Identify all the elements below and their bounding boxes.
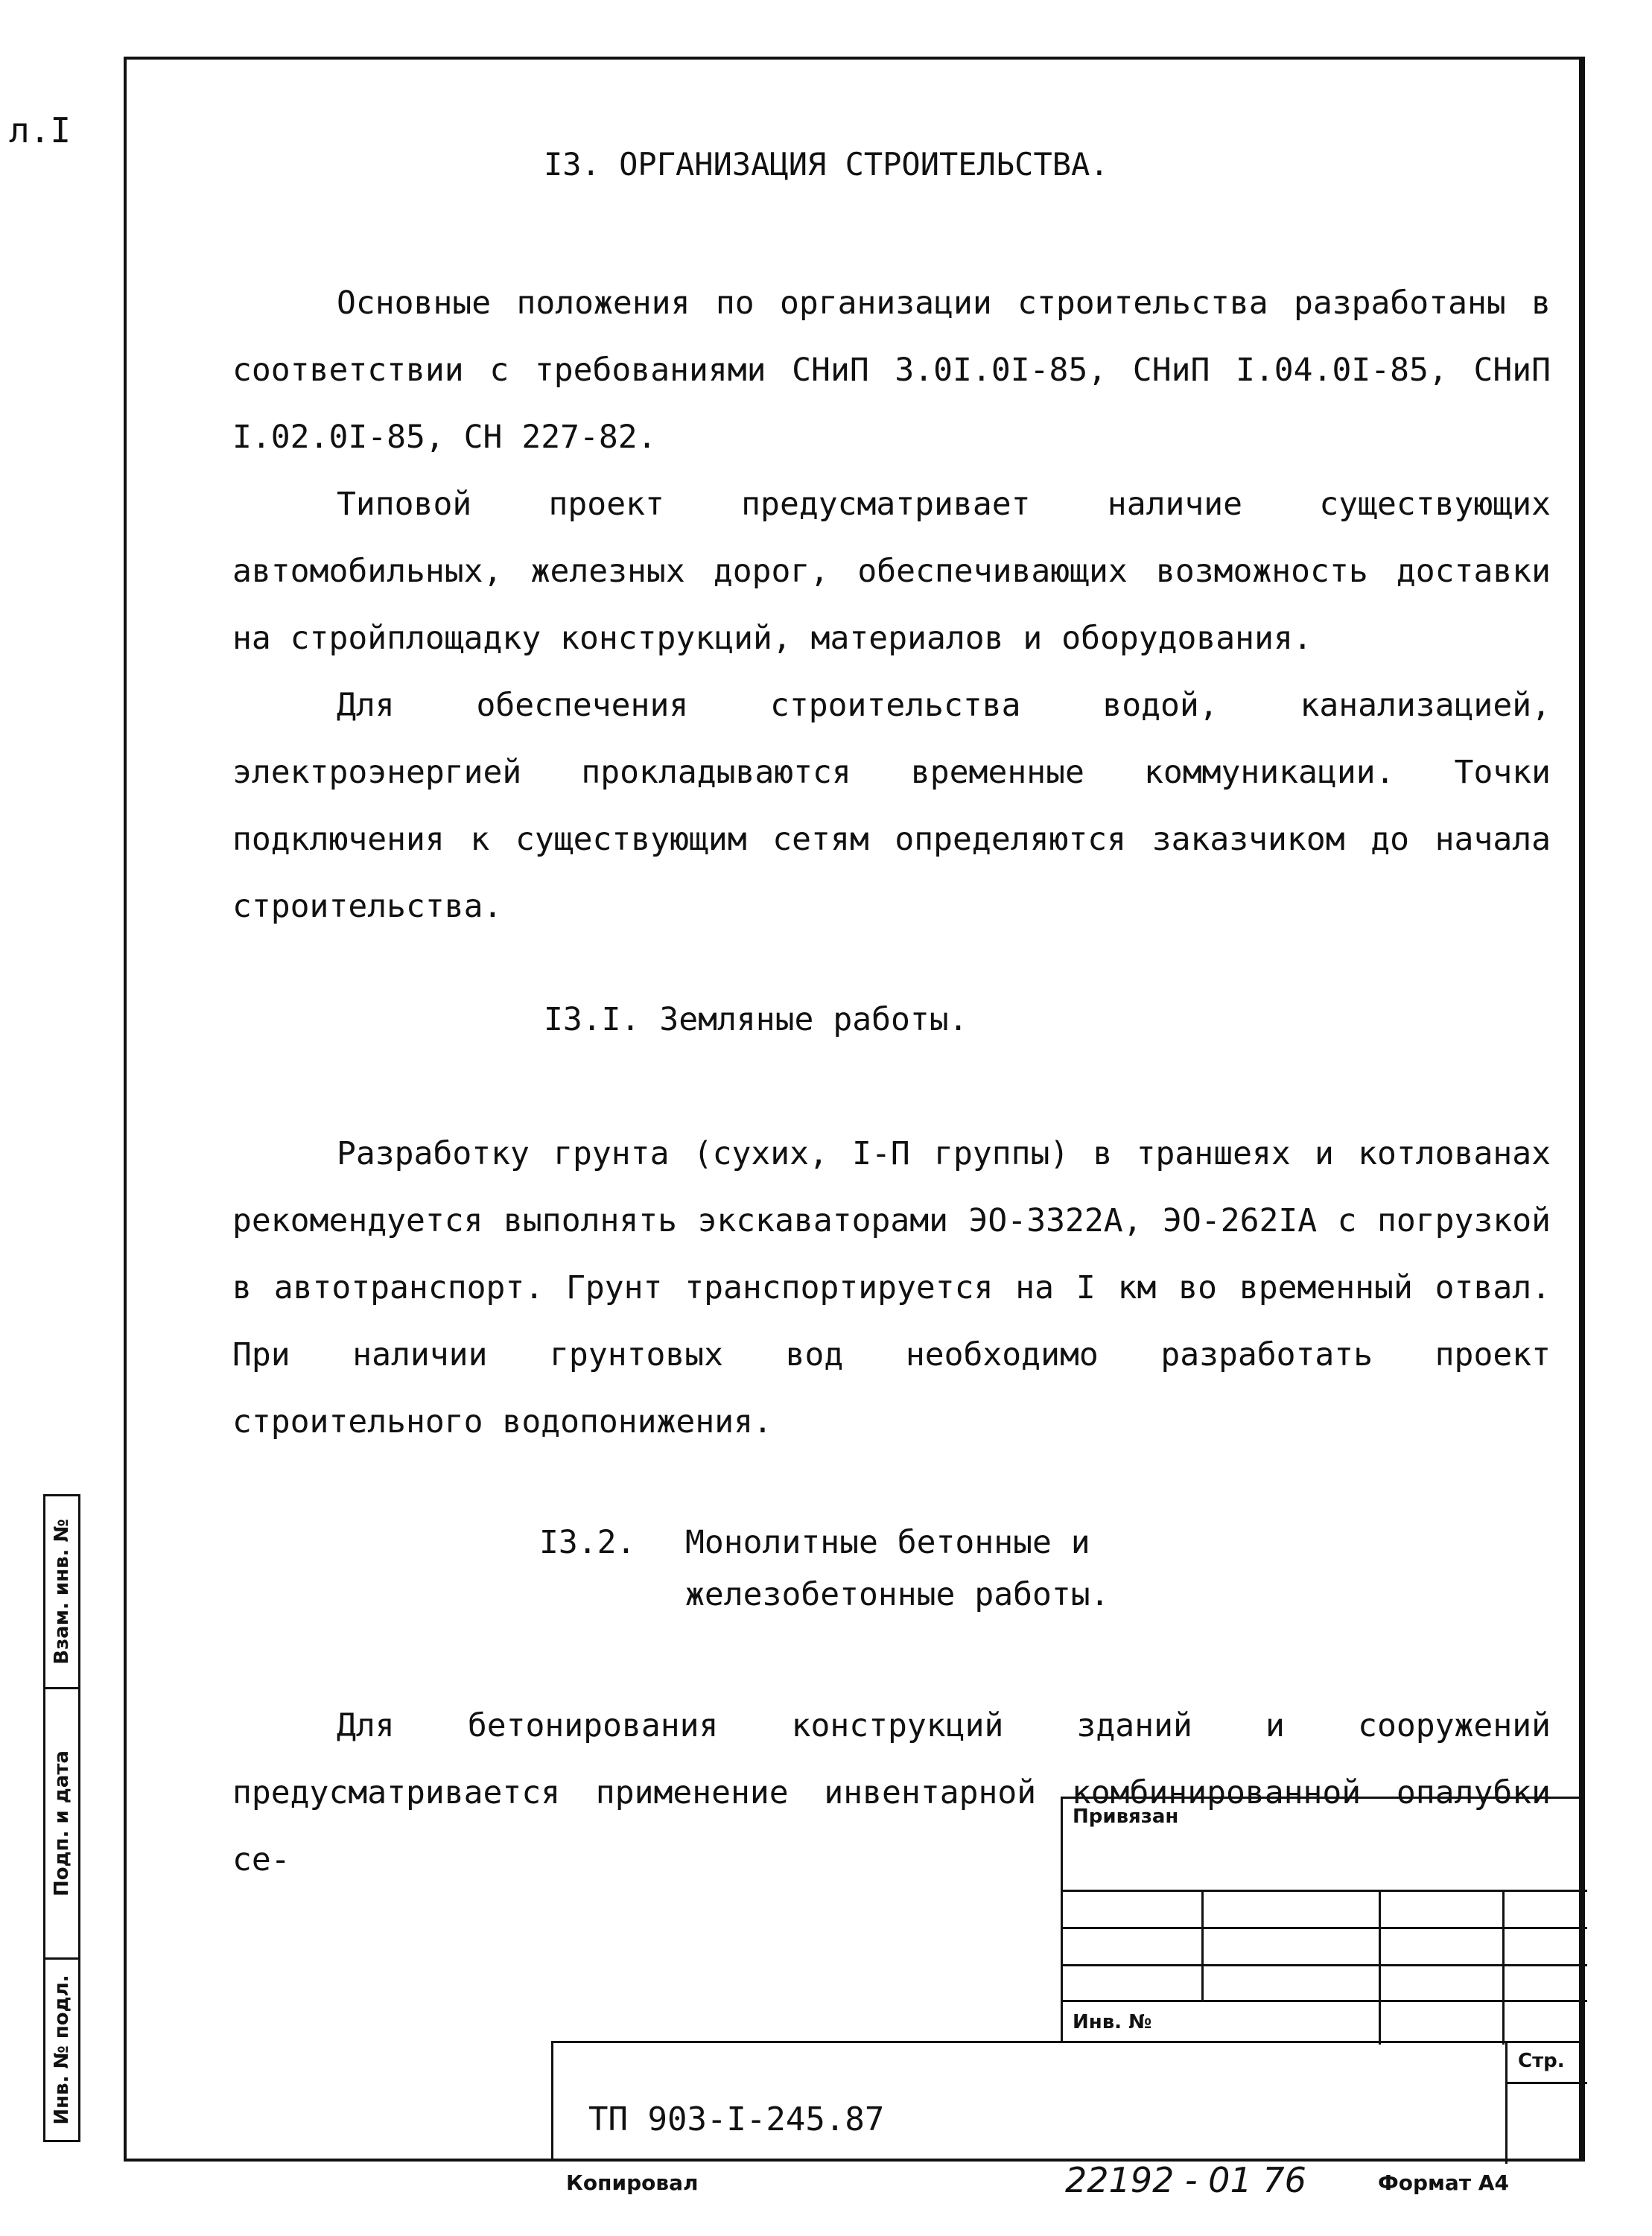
format-label: Формат А4 [1378, 2170, 1509, 2195]
side-stamp-label: Взам. инв. № [51, 1519, 73, 1665]
tied-stamp [1061, 1797, 1585, 2042]
page-label: Стр. [1518, 2050, 1565, 2072]
side-stamp-cell [43, 1494, 80, 1689]
section-title-line: железобетонные работы. [685, 1576, 1110, 1613]
tied-label: Привязан [1073, 1805, 1179, 1828]
paragraph: Разработку грунта (сухих, I-П группы) в траншеях и котлованах рекомендуется выполнять экскаваторами ЭО-3322А, ЭО-262IА с погрузкой в автотранспорт. Грунт транспортируется на I км во временный отвал. При наличии грунтовых вод необходимо разработать проект строительного водопонижения. [232, 1135, 1551, 1441]
copied-label: Копировал [566, 2170, 699, 2195]
intro-text [232, 270, 1551, 940]
sheet-number: л.I [9, 110, 72, 150]
paragraph: Основные положения по организации строительства разработаны в соответствии с требованиями СНиП 3.0I.0I-85, СНиП I.04.0I-85, СНиП I.02.0I-85, СН 227-82. [232, 285, 1551, 456]
inventory-label: Инв. № [1073, 2011, 1152, 2033]
side-stamp-label: Подп. и дата [51, 1750, 73, 1896]
side-stamp-cell [43, 1957, 80, 2142]
handwritten-number: 22192 - 01 76 [1065, 2160, 1306, 2200]
section-title-line: Монолитные бетонные и [685, 1524, 1090, 1561]
side-stamp [43, 1494, 124, 2162]
page-title: I3. ОРГАНИЗАЦИЯ СТРОИТЕЛЬСТВА. [544, 146, 1109, 182]
section-number: I3.2. [539, 1524, 636, 1561]
document-code: ТП 903-I-245.87 [588, 2100, 885, 2138]
section-title [539, 1516, 1110, 1621]
paragraph: Для обеспечения строительства водой, канализацией, электроэнергией прокладываются временные коммуникации. Точки подключения к существующим сетям определяются заказчиком до начала строительства. [232, 687, 1551, 925]
side-stamp-label: Инв. № подл. [51, 1975, 73, 2125]
section-text [232, 1120, 1551, 1455]
side-stamp-cell [43, 1687, 80, 1960]
paragraph: Типовой проект предусматривает наличие существующих автомобильных, железных дорог, обеспечивающих возможность доставки на стройплощадку конструкций, материалов и оборудования. [232, 486, 1551, 657]
section-title: I3.I. Земляные работы. [544, 1001, 968, 1038]
paragraph: Для бетонирования конструкций зданий и сооружений предусматривается применение инвентарной комбинированной опалубки се- [232, 1707, 1551, 1878]
